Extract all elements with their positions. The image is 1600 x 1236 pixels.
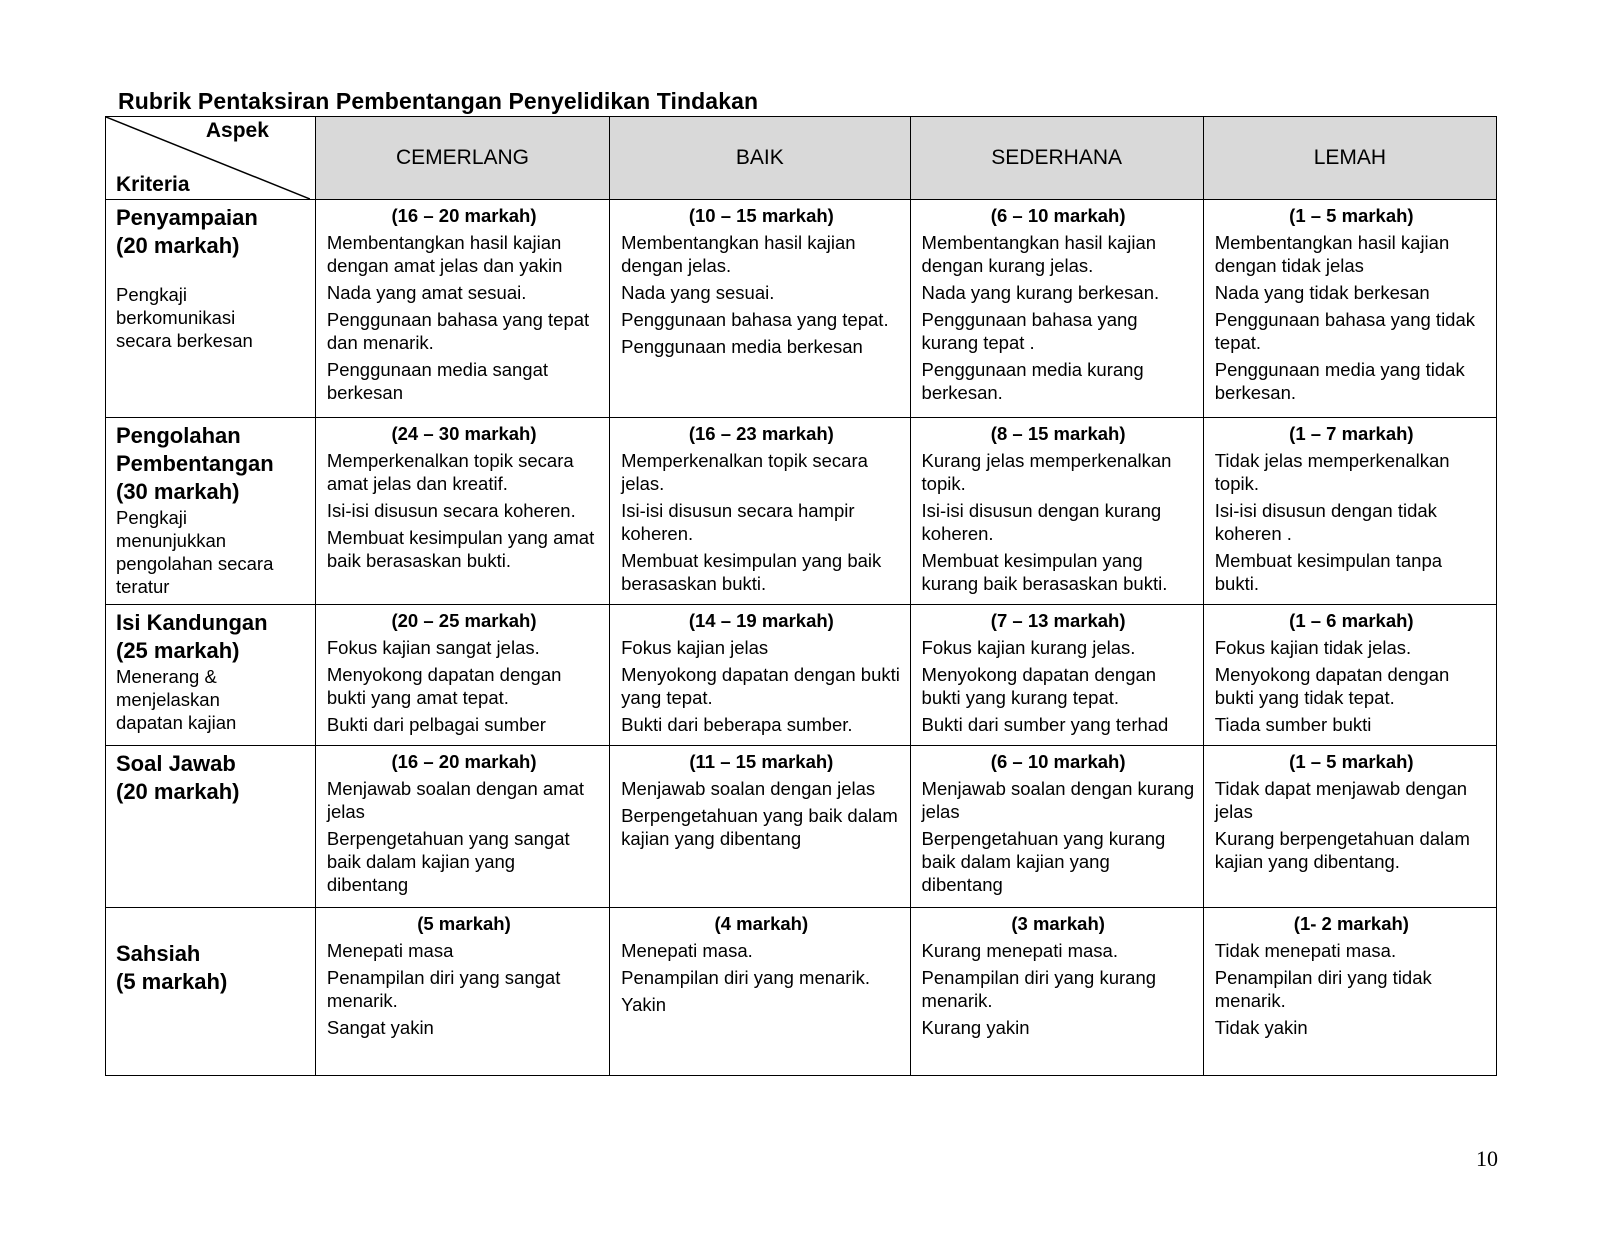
descriptor-line: Membentangkan hasil kajian dengan amat jelas dan yakin (326, 232, 563, 276)
descriptor-line: Isi-isi disusun secara koheren. (326, 500, 576, 521)
rubric-cell (610, 605, 910, 746)
descriptor-line: Membentangkan hasil kajian dengan kurang jelas. (921, 232, 1157, 276)
criteria-name: Sahsiah (116, 941, 201, 966)
descriptor-line: Menyokong dapatan dengan bukti yang amat tepat. (326, 664, 562, 708)
rubric-row (106, 908, 1497, 1076)
descriptor-line: Penggunaan media kurang berkesan. (921, 359, 1144, 403)
descriptor-line: Berpengetahuan yang baik dalam kajian yang dibentang (621, 805, 898, 849)
descriptor-line: Kurang jelas memperkenalkan topik. (921, 450, 1172, 494)
level-header: SEDERHANA (910, 117, 1203, 200)
descriptor-line: Fokus kajian sangat jelas. (326, 637, 540, 658)
criteria-name: (20 markah) (116, 779, 240, 804)
mark-range: (16 – 23 markah) (688, 423, 834, 444)
mark-range: (1 – 5 markah) (1289, 751, 1414, 772)
mark-range: (24 – 30 markah) (391, 423, 537, 444)
rubric-body (106, 200, 1497, 1076)
descriptor-line: Isi-isi disusun dengan tidak koheren . (1214, 500, 1437, 544)
criteria-description: menunjukkan (116, 530, 227, 551)
criteria-cell (106, 200, 316, 418)
descriptor-line: Menepati masa (326, 940, 454, 961)
descriptor-line: Tidak dapat menjawab dengan jelas (1214, 778, 1468, 822)
descriptor-line: Isi-isi disusun dengan kurang koheren. (921, 500, 1162, 544)
descriptor-line: Penampilan diri yang sangat menarik. (326, 967, 561, 1011)
descriptor-line: Yakin (621, 994, 667, 1015)
rubric-row (106, 605, 1497, 746)
rubric-cell (910, 605, 1203, 746)
mark-range: (5 markah) (417, 913, 511, 934)
criteria-name: (5 markah) (116, 969, 228, 994)
level-header: CEMERLANG (315, 117, 609, 200)
descriptor-line: Penggunaan bahasa yang tidak tepat. (1214, 309, 1476, 353)
criteria-name: Penyampaian (116, 205, 258, 230)
descriptor-line: Bukti dari pelbagai sumber (326, 714, 546, 735)
rubric-row (106, 418, 1497, 605)
mark-range: (1- 2 markah) (1293, 913, 1409, 934)
criteria-description: Pengkaji (116, 507, 187, 528)
mark-range: (20 – 25 markah) (391, 610, 537, 631)
rubric-cell (910, 200, 1203, 418)
mark-range: (6 – 10 markah) (990, 205, 1126, 226)
level-header: BAIK (610, 117, 910, 200)
descriptor-line: Menjawab soalan dengan jelas (621, 778, 876, 799)
aspek-label: Aspek (205, 119, 269, 142)
criteria-name: Pembentangan (116, 451, 274, 476)
descriptor-line: Tidak yakin (1214, 1017, 1308, 1038)
criteria-name: (30 markah) (116, 479, 240, 504)
mark-range: (11 – 15 markah) (689, 751, 834, 772)
criteria-description: dapatan kajian (116, 712, 237, 733)
descriptor-line: Membuat kesimpulan tanpa bukti. (1214, 550, 1443, 594)
mark-range: (1 – 7 markah) (1289, 423, 1414, 444)
criteria-name: (25 markah) (116, 638, 240, 663)
descriptor-line: Penggunaan media sangat berkesan (326, 359, 549, 403)
rubric-cell (315, 200, 609, 418)
descriptor-line: Penggunaan media berkesan (621, 336, 863, 357)
rubric-cell (610, 746, 910, 908)
mark-range: (7 – 13 markah) (990, 610, 1126, 631)
descriptor-line: Berpengetahuan yang kurang baik dalam kajian yang dibentang (921, 828, 1166, 895)
criteria-description: secara berkesan (116, 330, 253, 351)
descriptor-line: Nada yang tidak berkesan (1214, 282, 1430, 303)
criteria-cell (106, 908, 316, 1076)
rubric-cell (1203, 200, 1496, 418)
criteria-name: Isi Kandungan (116, 610, 268, 635)
criteria-name: (20 markah) (116, 233, 240, 258)
level-header: LEMAH (1203, 117, 1496, 200)
rubric-cell (610, 908, 910, 1076)
rubric-cell (910, 908, 1203, 1076)
criteria-description: berkomunikasi (116, 307, 236, 328)
mark-range: (6 – 10 markah) (990, 751, 1126, 772)
descriptor-line: Fokus kajian tidak jelas. (1214, 637, 1412, 658)
descriptor-line: Penampilan diri yang tidak menarik. (1214, 967, 1432, 1011)
document-title: Rubrik Pentaksiran Pembentangan Penyelidikan Tindakan (118, 88, 759, 114)
descriptor-line: Tidak menepati masa. (1214, 940, 1397, 961)
descriptor-line: Menyokong dapatan dengan bukti yang tidak tepat. (1214, 664, 1450, 708)
header-row (106, 117, 1497, 200)
descriptor-line: Berpengetahuan yang sangat baik dalam kajian yang dibentang (326, 828, 570, 895)
descriptor-line: Fokus kajian kurang jelas. (921, 637, 1136, 658)
rubric-cell (315, 908, 609, 1076)
mark-range: (16 – 20 markah) (391, 751, 537, 772)
rubric-cell (1203, 908, 1496, 1076)
descriptor-line: Kurang berpengetahuan dalam kajian yang dibentang. (1214, 828, 1470, 872)
descriptor-line: Penggunaan media yang tidak berkesan. (1214, 359, 1465, 403)
descriptor-line: Nada yang kurang berkesan. (921, 282, 1160, 303)
criteria-cell (106, 605, 316, 746)
descriptor-line: Fokus kajian jelas (621, 637, 769, 658)
rubric-cell (315, 418, 609, 605)
descriptor-line: Memperkenalkan topik secara amat jelas dan kreatif. (326, 450, 574, 494)
mark-range: (8 – 15 markah) (990, 423, 1126, 444)
criteria-cell (106, 746, 316, 908)
rubric-cell (315, 605, 609, 746)
descriptor-line: Penampilan diri yang menarik. (621, 967, 870, 988)
criteria-description: Menerang & (116, 666, 217, 687)
criteria-name (116, 912, 307, 940)
rubric-cell (1203, 418, 1496, 605)
descriptor-line: Menjawab soalan dengan amat jelas (326, 778, 584, 822)
rubric-cell (610, 418, 910, 605)
mark-range: (10 – 15 markah) (688, 205, 834, 226)
mark-range: (1 – 6 markah) (1289, 610, 1414, 631)
descriptor-line: Tiada sumber bukti (1214, 714, 1372, 735)
rubric-cell (910, 418, 1203, 605)
descriptor-line: Kurang yakin (921, 1017, 1030, 1038)
descriptor-line: Membentangkan hasil kajian dengan tidak jelas (1214, 232, 1450, 276)
rubric-row (106, 200, 1497, 418)
descriptor-line: Bukti dari beberapa sumber. (621, 714, 853, 735)
descriptor-line: Menyokong dapatan dengan bukti yang tepat. (621, 664, 900, 708)
descriptor-line: Penggunaan bahasa yang tepat. (621, 309, 889, 330)
descriptor-line: Membuat kesimpulan yang baik berasaskan bukti. (621, 550, 882, 594)
descriptor-line: Membuat kesimpulan yang amat baik berasaskan bukti. (326, 527, 595, 571)
descriptor-line: Penggunaan bahasa yang kurang tepat . (921, 309, 1138, 353)
rubric-cell (315, 746, 609, 908)
mark-range: (1 – 5 markah) (1289, 205, 1414, 226)
corner-header-cell (106, 117, 316, 200)
criteria-cell (106, 418, 316, 605)
descriptor-line: Nada yang sesuai. (621, 282, 775, 303)
criteria-description: Pengkaji (116, 284, 187, 305)
mark-range: (14 – 19 markah) (688, 610, 834, 631)
descriptor-line: Bukti dari sumber yang terhad (921, 714, 1169, 735)
criteria-name: Pengolahan (116, 423, 241, 448)
rubric-cell (1203, 746, 1496, 908)
descriptor-line: Memperkenalkan topik secara jelas. (621, 450, 868, 494)
criteria-description: pengolahan secara (116, 553, 274, 574)
criteria-description (116, 260, 307, 283)
descriptor-line: Nada yang amat sesuai. (326, 282, 527, 303)
rubric-cell (910, 746, 1203, 908)
descriptor-line: Tidak jelas memperkenalkan topik. (1214, 450, 1450, 494)
rubric-table (105, 116, 1497, 1076)
criteria-description: teratur (116, 576, 170, 597)
descriptor-line: Membentangkan hasil kajian dengan jelas. (621, 232, 856, 276)
mark-range: (3 markah) (1011, 913, 1105, 934)
rubric-row (106, 746, 1497, 908)
descriptor-line: Isi-isi disusun secara hampir koheren. (621, 500, 855, 544)
page-number: 10 (1476, 1146, 1498, 1171)
descriptor-line: Menjawab soalan dengan kurang jelas (921, 778, 1195, 822)
descriptor-line: Penampilan diri yang kurang menarik. (921, 967, 1157, 1011)
mark-range: (4 markah) (714, 913, 809, 934)
mark-range: (16 – 20 markah) (391, 205, 537, 226)
criteria-description: menjelaskan (116, 689, 220, 710)
descriptor-line: Menyokong dapatan dengan bukti yang kurang tepat. (921, 664, 1157, 708)
descriptor-line: Menepati masa. (621, 940, 753, 961)
rubric-cell (1203, 605, 1496, 746)
rubric-cell (610, 200, 910, 418)
descriptor-line: Sangat yakin (326, 1017, 434, 1038)
descriptor-line: Membuat kesimpulan yang kurang baik berasaskan bukti. (921, 550, 1168, 594)
criteria-name: Soal Jawab (116, 751, 236, 776)
descriptor-line: Penggunaan bahasa yang tepat dan menarik. (326, 309, 590, 353)
kriteria-label: Kriteria (116, 173, 190, 196)
descriptor-line: Kurang menepati masa. (921, 940, 1118, 961)
